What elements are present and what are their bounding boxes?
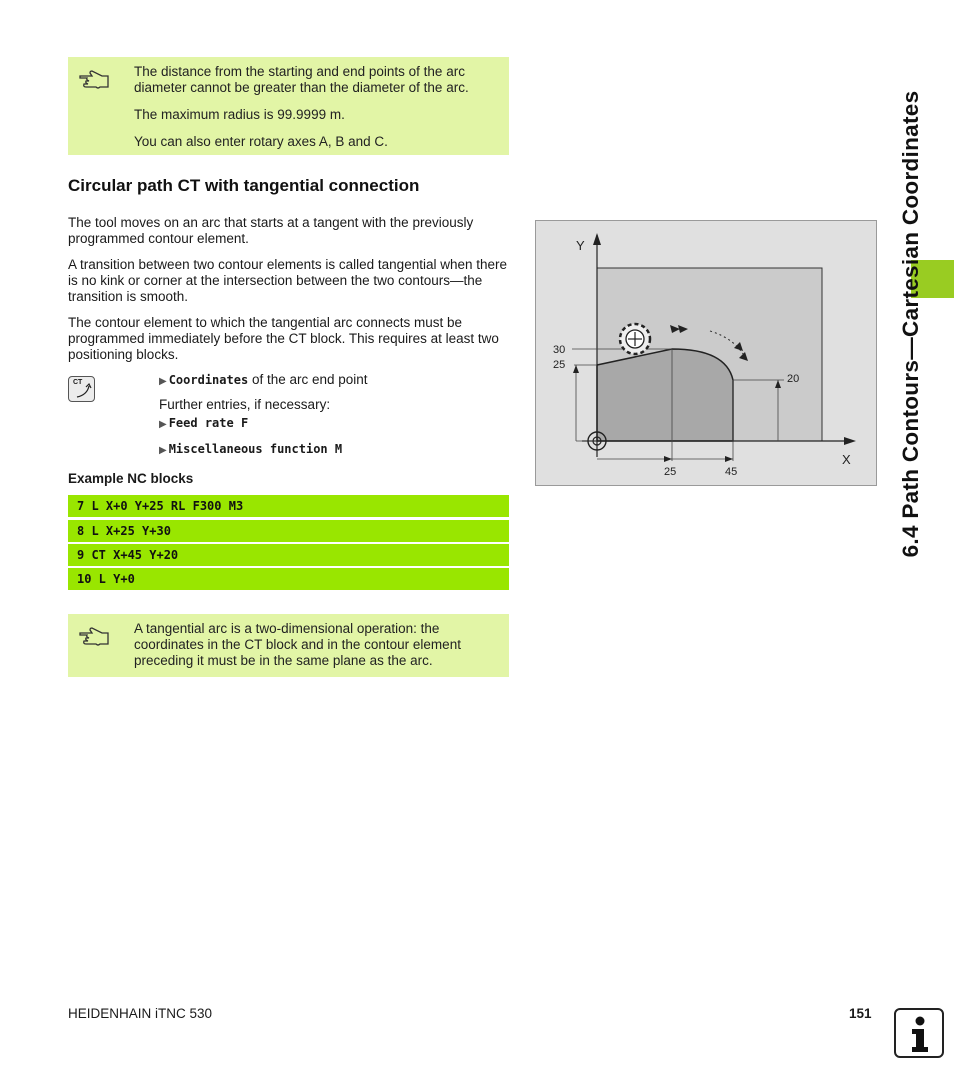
paragraph: A transition between two contour elements is called tangential when there is no kink or corner at the intersection between the two contours—the transition is smooth. bbox=[68, 257, 508, 304]
section-title: Circular path CT with tangential connection bbox=[68, 176, 420, 195]
pointing-hand-icon bbox=[78, 67, 110, 91]
dim-label-25-x: 25 bbox=[664, 466, 677, 478]
page-number: 151 bbox=[849, 1006, 872, 1021]
side-chapter-title: 6.4 Path Contours—Cartesian Coordinates bbox=[898, 90, 923, 558]
example-title: Example NC blocks bbox=[68, 471, 194, 486]
triangle-right-icon: ▶ bbox=[159, 376, 167, 387]
note-text bbox=[134, 64, 502, 161]
ct-key-label: CT bbox=[73, 379, 83, 386]
pointing-hand-icon bbox=[78, 624, 110, 648]
nc-block-row: 10 L Y+0 bbox=[68, 568, 509, 590]
entry-coordinates: ▶ Coordinates of the arc end point bbox=[159, 372, 368, 387]
triangle-right-icon: ▶ bbox=[159, 445, 167, 456]
nc-block-row: 9 CT X+45 Y+20 bbox=[68, 544, 509, 566]
paragraph: The contour element to which the tangential arc connects must be programmed immediately before the CT block. This requires at least two positioning blocks. bbox=[68, 315, 499, 362]
contour-diagram bbox=[535, 220, 877, 486]
nc-block-row: 8 L X+25 Y+30 bbox=[68, 520, 509, 542]
entry-further: Further entries, if necessary: bbox=[159, 397, 331, 412]
note-box-tangential-arc bbox=[68, 614, 509, 677]
nc-block-row: 7 L X+0 Y+25 RL F300 M3 bbox=[68, 495, 509, 517]
entry-feed-rate: ▶ Feed rate F bbox=[159, 416, 249, 430]
entry-misc-function: ▶ Miscellaneous function M bbox=[159, 442, 343, 456]
ct-key-icon bbox=[68, 376, 95, 402]
dim-label-20: 20 bbox=[787, 373, 800, 385]
dim-label-30: 30 bbox=[553, 344, 566, 356]
triangle-right-icon: ▶ bbox=[159, 419, 167, 430]
x-axis-label: X bbox=[842, 452, 851, 467]
footer-product: HEIDENHAIN iTNC 530 bbox=[68, 1006, 213, 1021]
note-line: The distance from the starting and end points of the arc diameter cannot be greater than the diameter of the arc. bbox=[134, 64, 469, 95]
dim-label-25-y: 25 bbox=[553, 359, 566, 371]
note-line: You can also enter rotary axes A, B and C. bbox=[134, 134, 388, 149]
note-box-arc-distance bbox=[68, 57, 509, 155]
info-icon bbox=[894, 1008, 944, 1058]
paragraph: The tool moves on an arc that starts at a tangent with the previously programmed contour element. bbox=[68, 215, 474, 246]
dim-label-45: 45 bbox=[725, 466, 738, 478]
y-axis-label: Y bbox=[576, 238, 585, 253]
note-line: The maximum radius is 99.9999 m. bbox=[134, 107, 345, 122]
note-text: A tangential arc is a two-dimensional operation: the coordinates in the CT block and in the contour element preceding it must be in the same plane as the arc. bbox=[134, 621, 461, 668]
